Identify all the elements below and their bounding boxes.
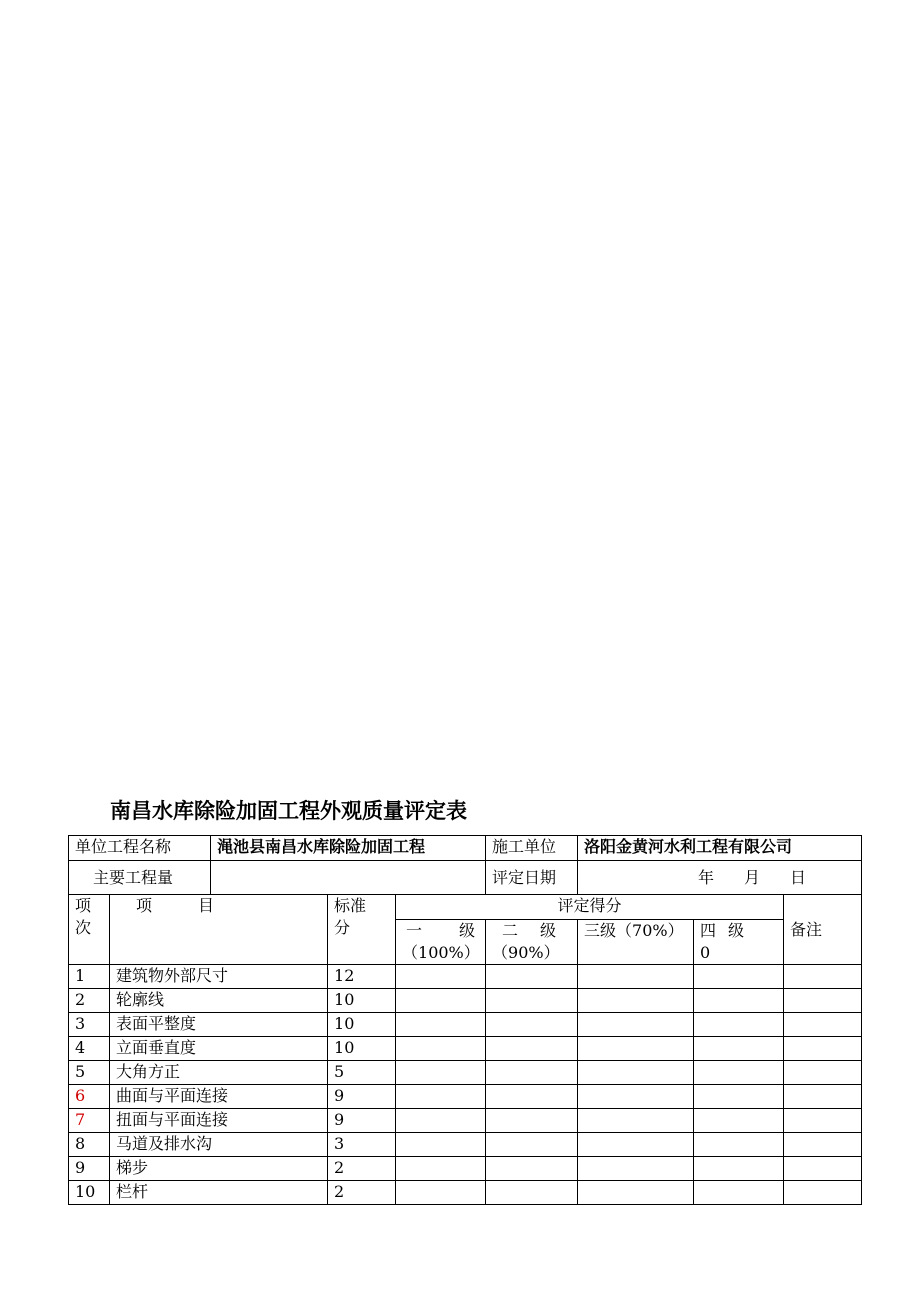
construction-unit-value: 洛阳金黄河水利工程有限公司 <box>578 836 862 861</box>
row-no: 3 <box>69 1013 110 1037</box>
table-row <box>69 1037 862 1061</box>
score-grade2 <box>486 1085 578 1109</box>
score-grade1 <box>396 1085 486 1109</box>
header-grade2-pct: （90%） <box>492 943 560 962</box>
main-quantity-value <box>211 861 486 895</box>
score-grade2 <box>486 1157 578 1181</box>
row-no: 7 <box>69 1109 110 1133</box>
table-row <box>69 1061 862 1085</box>
row-std: 3 <box>328 1133 396 1157</box>
score-grade3 <box>578 989 694 1013</box>
score-grade1 <box>396 1037 486 1061</box>
score-grade4 <box>694 965 784 989</box>
row-no: 6 <box>69 1085 110 1109</box>
row-std: 2 <box>328 1157 396 1181</box>
score-grade4 <box>694 1109 784 1133</box>
row-remarks <box>784 1013 862 1037</box>
unit-project-label: 单位工程名称 <box>69 836 211 861</box>
row-no: 9 <box>69 1157 110 1181</box>
header-grade1-pct: （100%） <box>402 943 480 962</box>
row-remarks <box>784 965 862 989</box>
row-no: 8 <box>69 1133 110 1157</box>
header-grade3: 三级（70%） <box>578 920 694 965</box>
score-grade2 <box>486 1037 578 1061</box>
row-item: 栏杆 <box>110 1181 328 1205</box>
header-std-line1: 标准 <box>334 896 367 915</box>
score-grade4 <box>694 1013 784 1037</box>
score-grade4 <box>694 1061 784 1085</box>
construction-unit-label: 施工单位 <box>486 836 578 861</box>
score-grade3 <box>578 1181 694 1205</box>
header-grade4-b: 级 <box>728 921 745 940</box>
score-grade1 <box>396 1133 486 1157</box>
row-std: 9 <box>328 1085 396 1109</box>
score-grade3 <box>578 1013 694 1037</box>
score-grade2 <box>486 965 578 989</box>
score-grade2 <box>486 1109 578 1133</box>
row-remarks <box>784 1133 862 1157</box>
row-item: 立面垂直度 <box>110 1037 328 1061</box>
page-title: 南昌水库除险加固工程外观质量评定表 <box>110 799 467 823</box>
header-grade2-a: 二 <box>502 921 519 940</box>
quality-evaluation-table <box>68 835 862 1205</box>
row-remarks <box>784 1181 862 1205</box>
header-grade4-pct: 0 <box>700 943 711 962</box>
row-item: 扭面与平面连接 <box>110 1109 328 1133</box>
row-no: 5 <box>69 1061 110 1085</box>
header-item-b: 目 <box>198 896 215 915</box>
header-grade1-a: 一 <box>406 921 423 940</box>
table-row <box>69 989 862 1013</box>
header-grade4-a: 四 <box>700 921 717 940</box>
header-score-group: 评定得分 <box>396 895 784 920</box>
eval-date-label: 评定日期 <box>486 861 578 895</box>
row-std: 10 <box>328 1013 396 1037</box>
row-std: 12 <box>328 965 396 989</box>
row-item: 曲面与平面连接 <box>110 1085 328 1109</box>
row-std: 5 <box>328 1061 396 1085</box>
row-no: 2 <box>69 989 110 1013</box>
score-grade3 <box>578 965 694 989</box>
row-no: 10 <box>69 1181 110 1205</box>
row-std: 10 <box>328 1037 396 1061</box>
table-row <box>69 1181 862 1205</box>
unit-project-value: 渑池县南昌水库除险加固工程 <box>211 836 486 861</box>
score-grade4 <box>694 1133 784 1157</box>
score-grade1 <box>396 965 486 989</box>
row-remarks <box>784 1037 862 1061</box>
main-quantity-label: 主要工程量 <box>69 861 211 895</box>
date-day: 日 <box>790 867 807 887</box>
score-grade4 <box>694 1085 784 1109</box>
score-grade3 <box>578 1037 694 1061</box>
date-year: 年 <box>698 867 715 887</box>
row-std: 10 <box>328 989 396 1013</box>
row-std: 2 <box>328 1181 396 1205</box>
header-item <box>110 895 328 965</box>
row-item: 轮廓线 <box>110 989 328 1013</box>
score-grade1 <box>396 1181 486 1205</box>
header-grade2 <box>486 920 578 965</box>
header-grade4 <box>694 920 784 965</box>
row-item: 大角方正 <box>110 1061 328 1085</box>
header-std-line2: 分 <box>334 918 351 937</box>
row-remarks <box>784 1085 862 1109</box>
eval-date-value <box>578 861 862 895</box>
score-grade1 <box>396 1157 486 1181</box>
header-item-a: 项 <box>136 896 153 915</box>
score-grade3 <box>578 1109 694 1133</box>
header-seq <box>69 895 110 965</box>
score-grade3 <box>578 1133 694 1157</box>
row-no: 1 <box>69 965 110 989</box>
score-grade2 <box>486 1013 578 1037</box>
score-grade1 <box>396 1061 486 1085</box>
header-grade1-b: 级 <box>459 921 476 940</box>
score-grade4 <box>694 1181 784 1205</box>
row-std: 9 <box>328 1109 396 1133</box>
score-grade4 <box>694 1037 784 1061</box>
table-row <box>69 1085 862 1109</box>
score-grade3 <box>578 1157 694 1181</box>
row-remarks <box>784 1109 862 1133</box>
score-grade4 <box>694 989 784 1013</box>
table-row <box>69 1133 862 1157</box>
table-row <box>69 1013 862 1037</box>
row-item: 表面平整度 <box>110 1013 328 1037</box>
score-grade3 <box>578 1061 694 1085</box>
date-month: 月 <box>744 867 761 887</box>
header-std <box>328 895 396 965</box>
score-grade4 <box>694 1157 784 1181</box>
row-no: 4 <box>69 1037 110 1061</box>
score-grade2 <box>486 1181 578 1205</box>
header-seq-line1: 项 <box>75 896 92 915</box>
header-remarks: 备注 <box>784 895 862 965</box>
row-item: 梯步 <box>110 1157 328 1181</box>
row-item: 建筑物外部尺寸 <box>110 965 328 989</box>
score-grade2 <box>486 1133 578 1157</box>
score-grade3 <box>578 1085 694 1109</box>
score-grade2 <box>486 1061 578 1085</box>
row-remarks <box>784 1061 862 1085</box>
header-grade2-b: 级 <box>540 921 557 940</box>
header-grade1 <box>396 920 486 965</box>
row-item: 马道及排水沟 <box>110 1133 328 1157</box>
score-grade2 <box>486 989 578 1013</box>
table-row <box>69 1109 862 1133</box>
table-row <box>69 1157 862 1181</box>
row-remarks <box>784 1157 862 1181</box>
table-row <box>69 965 862 989</box>
row-remarks <box>784 989 862 1013</box>
score-grade1 <box>396 1013 486 1037</box>
header-seq-line2: 次 <box>75 918 92 937</box>
score-grade1 <box>396 989 486 1013</box>
score-grade1 <box>396 1109 486 1133</box>
